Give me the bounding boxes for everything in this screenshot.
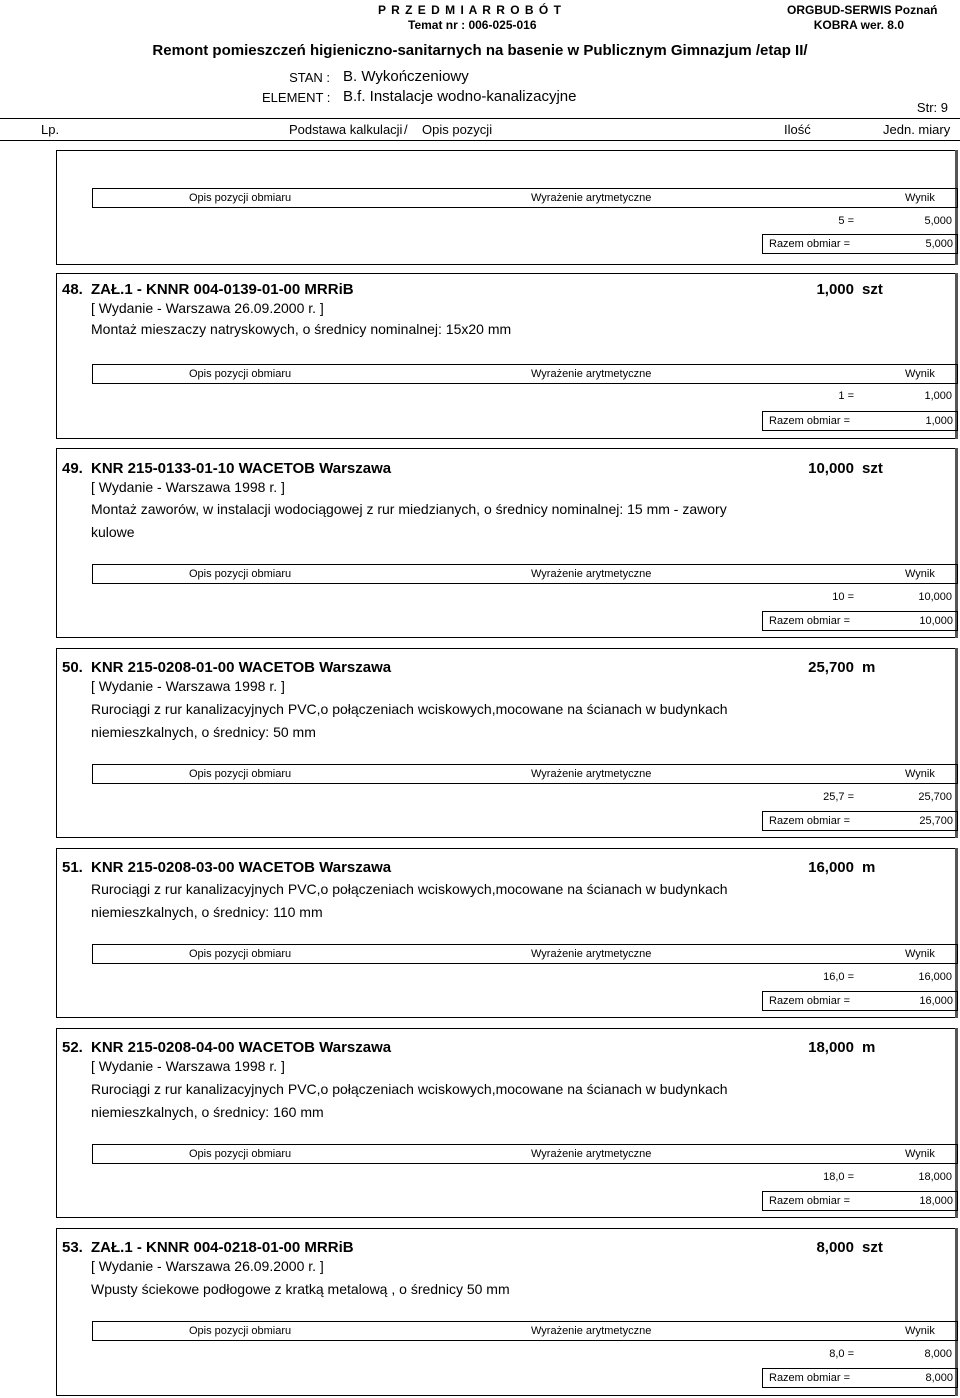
element-label: ELEMENT : (262, 90, 331, 105)
item-50-code: KNR 215-0208-01-00 WACETOB Warszawa (91, 659, 392, 676)
item-52-code: KNR 215-0208-04-00 WACETOB Warszawa (91, 1039, 392, 1056)
measure-header-wyrazenie: Wyrażenie arytmetyczne (531, 568, 652, 580)
item-53-measure-header (92, 1321, 958, 1341)
razem-label: Razem obmiar = (769, 1195, 851, 1207)
item-49-razem-box (762, 611, 958, 631)
page-number: Str: 9 (916, 100, 948, 115)
measure-header-wyrazenie: Wyrażenie arytmetyczne (531, 1325, 652, 1337)
measure-header-wyrazenie: Wyrażenie arytmetyczne (531, 192, 652, 204)
razem-label: Razem obmiar = (769, 615, 851, 627)
item-51-razem-box (762, 991, 958, 1011)
item-50-qty: 25,700 (808, 659, 854, 676)
item-48-unit: szt (862, 281, 883, 298)
item-48-qty: 1,000 (816, 281, 854, 298)
item-50-desc-line2: niemieszkalnych, o średnicy: 50 mm (91, 724, 316, 740)
column-header-bottom-rule (0, 140, 960, 141)
measure-header-wyrazenie: Wyrażenie arytmetyczne (531, 948, 652, 960)
measure-header-opis: Opis pozycji obmiaru (189, 1325, 292, 1337)
item-53-edition: [ Wydanie - Warszawa 26.09.2000 r. ] (91, 1258, 324, 1274)
measure-header-wyrazenie: Wyrażenie arytmetyczne (531, 368, 652, 380)
item-48-lp: 48. (62, 281, 83, 298)
item-48-result: 1,000 (924, 390, 952, 402)
item-52-unit: m (862, 1039, 876, 1056)
item-49-desc-line2: kulowe (91, 524, 135, 540)
item-49-measure-header (92, 564, 958, 584)
item-52-desc-line1: Rurociągi z rur kanalizacyjnych PVC,o połączeniach wciskowych,mocowane na ścianach w budynkach (91, 1081, 728, 1097)
measure-header-wynik: Wynik (905, 568, 935, 580)
item-48-expression: 1 = (838, 390, 854, 402)
temat-number: Temat nr : 006-025-016 (408, 18, 537, 32)
element-value: B.f. Instalacje wodno-kanalizacyjne (343, 88, 577, 105)
item-53-result: 8,000 (924, 1348, 952, 1360)
measure-header-wynik: Wynik (905, 768, 935, 780)
item-50-unit: m (862, 659, 876, 676)
col-jedn: Jedn. miary (883, 122, 951, 137)
item-53-desc: Wpusty ściekowe podłogowe z kratką metalową , o średnicy 50 mm (91, 1281, 510, 1297)
item-49-qty: 10,000 (808, 460, 854, 477)
item-48-code: ZAŁ.1 - KNNR 004-0139-01-00 MRRiB (91, 281, 354, 298)
col-lp: Lp. (41, 122, 60, 137)
item-50-edge (955, 648, 958, 838)
measure-header-wynik: Wynik (905, 192, 935, 204)
item-51-measure-header (92, 944, 958, 964)
item-48-measure-header (92, 364, 958, 384)
measure-header-wynik: Wynik (905, 1148, 935, 1160)
item-51-razem-value: 16,000 (919, 995, 953, 1007)
item-52-expression: 18,0 = (823, 1171, 854, 1183)
item-51-desc-line1: Rurociągi z rur kanalizacyjnych PVC,o połączeniach wciskowych,mocowane na ścianach w budynkach (91, 881, 728, 897)
item-50-razem-value: 25,700 (919, 815, 953, 827)
item-49-lp: 49. (62, 460, 83, 477)
item-51-result: 16,000 (918, 971, 952, 983)
item-51-code: KNR 215-0208-03-00 WACETOB Warszawa (91, 859, 392, 876)
project-title: Remont pomieszczeń higieniczno-sanitarnych na basenie w Publicznym Gimnazjum /etap II/ (152, 42, 808, 59)
carry-expression: 5 = (838, 215, 854, 227)
razem-label: Razem obmiar = (769, 238, 851, 250)
company-name: ORGBUD-SERWIS Poznań (787, 3, 938, 17)
item-51-qty: 16,000 (808, 859, 854, 876)
razem-label: Razem obmiar = (769, 815, 851, 827)
item-50-razem-box (762, 811, 958, 831)
item-49-edition: [ Wydanie - Warszawa 1998 r. ] (91, 479, 285, 495)
item-52-razem-box (762, 1191, 958, 1211)
measure-header-opis: Opis pozycji obmiaru (189, 368, 292, 380)
software-version: KOBRA wer. 8.0 (813, 18, 904, 32)
col-slash: / (404, 122, 408, 137)
razem-label: Razem obmiar = (769, 415, 851, 427)
item-53-unit: szt (862, 1239, 883, 1256)
item-50-edition: [ Wydanie - Warszawa 1998 r. ] (91, 678, 285, 694)
carry-razem-box (762, 234, 958, 254)
item-49-result: 10,000 (918, 591, 952, 603)
item-50-desc-line1: Rurociągi z rur kanalizacyjnych PVC,o połączeniach wciskowych,mocowane na ścianach w budynkach (91, 701, 728, 717)
razem-label: Razem obmiar = (769, 995, 851, 1007)
razem-label: Razem obmiar = (769, 1372, 851, 1384)
item-52-result: 18,000 (918, 1171, 952, 1183)
item-53-razem-box (762, 1368, 958, 1388)
item-52-desc-line2: niemieszkalnych, o średnicy: 160 mm (91, 1104, 324, 1120)
item-50-section (56, 648, 958, 838)
measure-header-opis: Opis pozycji obmiaru (189, 568, 292, 580)
col-podstawa: Podstawa kalkulacji (289, 122, 403, 137)
item-49-code: KNR 215-0133-01-10 WACETOB Warszawa (91, 460, 392, 477)
item-51-desc-line2: niemieszkalnych, o średnicy: 110 mm (91, 904, 323, 920)
measure-header (92, 188, 958, 208)
item-52-lp: 52. (62, 1039, 83, 1056)
item-51-lp: 51. (62, 859, 83, 876)
item-50-expression: 25,7 = (823, 791, 854, 803)
measure-header-wyrazenie: Wyrażenie arytmetyczne (531, 768, 652, 780)
measure-header-wynik: Wynik (905, 948, 935, 960)
item-49-edge (955, 448, 958, 638)
item-53-razem-value: 8,000 (925, 1372, 953, 1384)
item-52-qty: 18,000 (808, 1039, 854, 1056)
stan-value: B. Wykończeniowy (343, 68, 469, 85)
measure-header-wynik: Wynik (905, 1325, 935, 1337)
item-53-expression: 8,0 = (829, 1348, 854, 1360)
item-52-edge (955, 1028, 958, 1218)
item-52-section (56, 1028, 958, 1218)
item-53-lp: 53. (62, 1239, 83, 1256)
col-opis: Opis pozycji (422, 122, 493, 137)
measure-header-wyrazenie: Wyrażenie arytmetyczne (531, 1148, 652, 1160)
item-48-razem-box (762, 411, 958, 431)
carry-result: 5,000 (924, 215, 952, 227)
carry-razem-value: 5,000 (925, 238, 953, 250)
measure-header-opis: Opis pozycji obmiaru (189, 192, 292, 204)
item-50-result: 25,700 (918, 791, 952, 803)
measure-header-opis: Opis pozycji obmiaru (189, 768, 292, 780)
item-48-edition: [ Wydanie - Warszawa 26.09.2000 r. ] (91, 300, 324, 316)
item-49-expression: 10 = (832, 591, 854, 603)
col-ilosc: Ilość (784, 122, 811, 137)
item-51-unit: m (862, 859, 876, 876)
item-49-razem-value: 10,000 (919, 615, 953, 627)
item-48-desc: Montaż mieszaczy natryskowych, o średnicy nominalnej: 15x20 mm (91, 321, 512, 337)
item-50-lp: 50. (62, 659, 83, 676)
stan-label: STAN : (289, 70, 330, 85)
column-header-top-rule (0, 118, 960, 119)
item-53-qty: 8,000 (816, 1239, 854, 1256)
measure-header-opis: Opis pozycji obmiaru (189, 948, 292, 960)
item-49-unit: szt (862, 460, 883, 477)
item-49-desc-line1: Montaż zaworów, w instalacji wodociągowej z rur miedzianych, o średnicy nominalnej: 15 mm - zawory (91, 501, 727, 517)
item-52-edition: [ Wydanie - Warszawa 1998 r. ] (91, 1058, 285, 1074)
measure-header-opis: Opis pozycji obmiaru (189, 1148, 292, 1160)
item-52-razem-value: 18,000 (919, 1195, 953, 1207)
item-52-measure-header (92, 1144, 958, 1164)
item-53-code: ZAŁ.1 - KNNR 004-0218-01-00 MRRiB (91, 1239, 354, 1256)
item-50-measure-header (92, 764, 958, 784)
measure-header-wynik: Wynik (905, 368, 935, 380)
document-title: P R Z E D M I A R R O B Ó T (378, 3, 562, 17)
item-51-expression: 16,0 = (823, 971, 854, 983)
item-48-razem-value: 1,000 (925, 415, 953, 427)
